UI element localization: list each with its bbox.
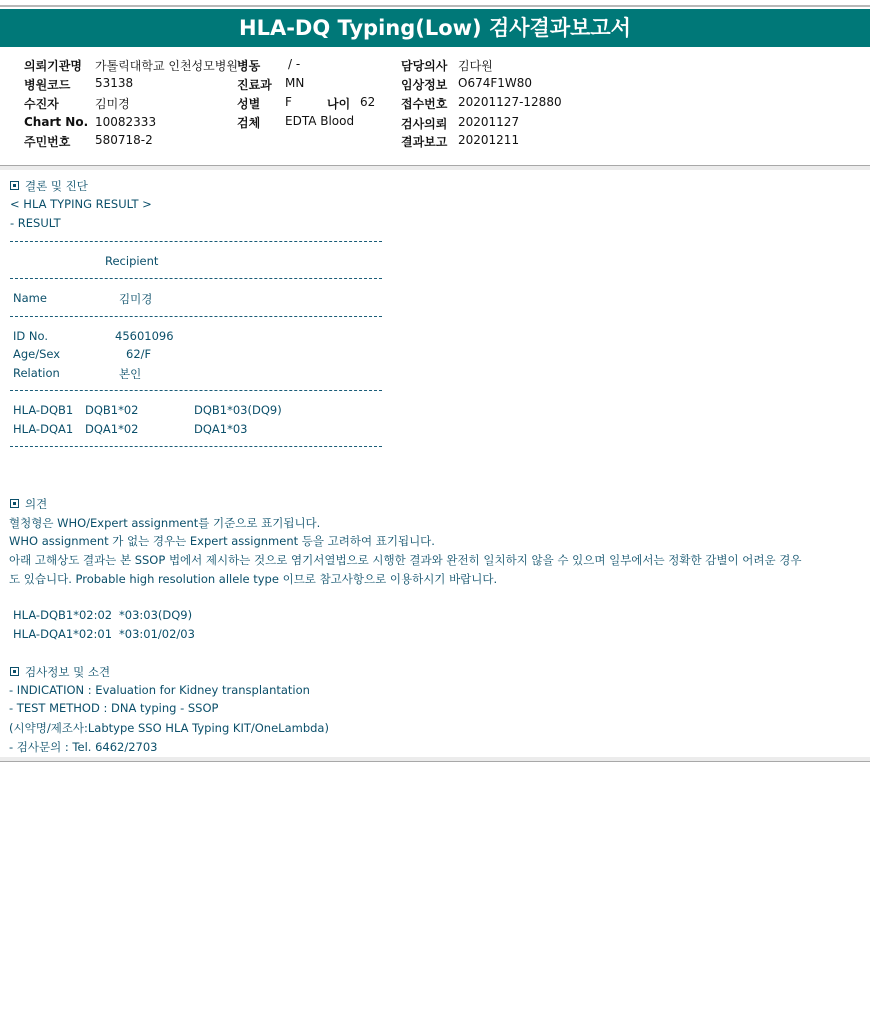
hr-dqa1-allele: *03:01/02/03: [119, 627, 195, 641]
recipient-label: Recipient: [105, 254, 159, 268]
report-value: 20201211: [458, 133, 520, 147]
agesex-label: Age/Sex: [13, 347, 61, 361]
test-method-line: - TEST METHOD : DNA typing - SSOP: [9, 701, 219, 715]
opinion-line-2: WHO assignment 가 없는 경우는 Expert assignment 등을 고려하여 표기됩니다.: [9, 534, 435, 548]
hr-dqa1-locus: HLA-DQA1*02:01: [13, 627, 113, 641]
info-heading-text: 검사정보 및 소견: [25, 665, 111, 679]
agesex-value: 62/F: [126, 347, 152, 361]
specimen-label: 검체: [237, 116, 261, 130]
opinion-heading: [10, 496, 47, 512]
dqa1-locus: HLA-DQA1: [13, 422, 74, 436]
dqb1-allele-1: DQB1*02: [85, 403, 139, 417]
id-value: 45601096: [115, 329, 174, 343]
top-border: [0, 5, 870, 7]
indication-line: - INDICATION : Evaluation for Kidney transplantation: [9, 683, 310, 697]
patient-label: 수진자: [24, 97, 59, 111]
request-label: 검사의뢰: [401, 117, 448, 131]
dept-label: 진료과: [237, 78, 272, 92]
patient-value: 김미경: [95, 97, 130, 111]
hospital-code-label: 병원코드: [24, 78, 71, 92]
request-value: 20201127: [458, 115, 520, 129]
dashed-line: [10, 241, 382, 242]
section-square-icon: [10, 499, 19, 508]
receipt-no-value: 20201127-12880: [458, 95, 562, 109]
footer-divider: [0, 761, 870, 762]
chart-no-value: 10082333: [95, 115, 157, 129]
dqa1-allele-1: DQA1*02: [85, 422, 139, 436]
institution-label: 의뢰기관명: [24, 59, 82, 73]
ward-value: / -: [288, 57, 301, 71]
dept-value: MN: [285, 76, 305, 90]
dqb1-locus: HLA-DQB1: [13, 403, 74, 417]
opinion-line-1: 혈청형은 WHO/Expert assignment를 기준으로 표기됩니다.: [9, 516, 321, 530]
institution-value: 가톨릭대학교 인천성모병원: [95, 59, 238, 73]
section-square-icon: [10, 181, 19, 190]
relation-label: Relation: [13, 366, 60, 380]
doctor-value: 김다원: [458, 59, 493, 73]
report-title: HLA-DQ Typing(Low) 검사결과보고서: [0, 9, 870, 47]
ward-label: 병동: [237, 59, 261, 73]
dashed-line: [10, 446, 382, 447]
info-heading: [10, 664, 110, 680]
doctor-label: 담당의사: [401, 59, 448, 73]
opinion-heading-text: 의견: [25, 497, 48, 511]
dashed-line: [10, 390, 382, 391]
conclusion-heading-text: 결론 및 진단: [25, 179, 88, 193]
hospital-code-value: 53138: [95, 76, 134, 90]
report-label: 결과보고: [401, 135, 448, 149]
dashed-line: [10, 278, 382, 279]
section-square-icon: [10, 667, 19, 676]
receipt-no-label: 접수번호: [401, 97, 448, 111]
hr-dqb1-allele: *03:03(DQ9): [119, 608, 193, 622]
age-label: 나이: [327, 97, 351, 111]
dqb1-allele-2: DQB1*03(DQ9): [194, 403, 282, 417]
clinical-info-value: O674F1W80: [458, 76, 533, 90]
relation-value: 본인: [119, 367, 142, 381]
name-label: Name: [13, 291, 47, 305]
sex-label: 성별: [237, 97, 261, 111]
conclusion-heading: [10, 178, 88, 194]
specimen-value: EDTA Blood: [285, 114, 355, 128]
id-label: ID No.: [13, 329, 48, 343]
sex-value: F: [285, 95, 292, 109]
opinion-line-4: 도 있습니다. Probable high resolution allele type 이므로 참고사항으로 이용하시기 바랍니다.: [9, 572, 498, 586]
chart-no-label: Chart No.: [24, 115, 89, 129]
hla-typing-subheading: < HLA TYPING RESULT >: [10, 197, 152, 211]
clinical-info-label: 임상정보: [401, 78, 448, 92]
opinion-line-3: 아래 고해상도 결과는 본 SSOP 법에서 제시하는 것으로 염기서열법으로 시행한 결과와 완전히 일치하지 않을 수 있으며 일부에서는 정확한 감별이 어려운 경우: [9, 553, 802, 567]
hr-dqb1-locus: HLA-DQB1*02:02: [13, 608, 113, 622]
dashed-line: [10, 316, 382, 317]
name-value: 김미경: [119, 292, 153, 306]
rrn-value: 580718-2: [95, 133, 153, 147]
age-value: 62: [360, 95, 376, 109]
rrn-label: 주민번호: [24, 135, 71, 149]
contact-line: - 검사문의 : Tel. 6462/2703: [9, 740, 158, 754]
result-label: - RESULT: [10, 216, 61, 230]
header-divider-shadow: [0, 166, 870, 170]
dqa1-allele-2: DQA1*03: [194, 422, 248, 436]
kit-line: (시약명/제조사:Labtype SSO HLA Typing KIT/OneLambda): [9, 721, 329, 735]
